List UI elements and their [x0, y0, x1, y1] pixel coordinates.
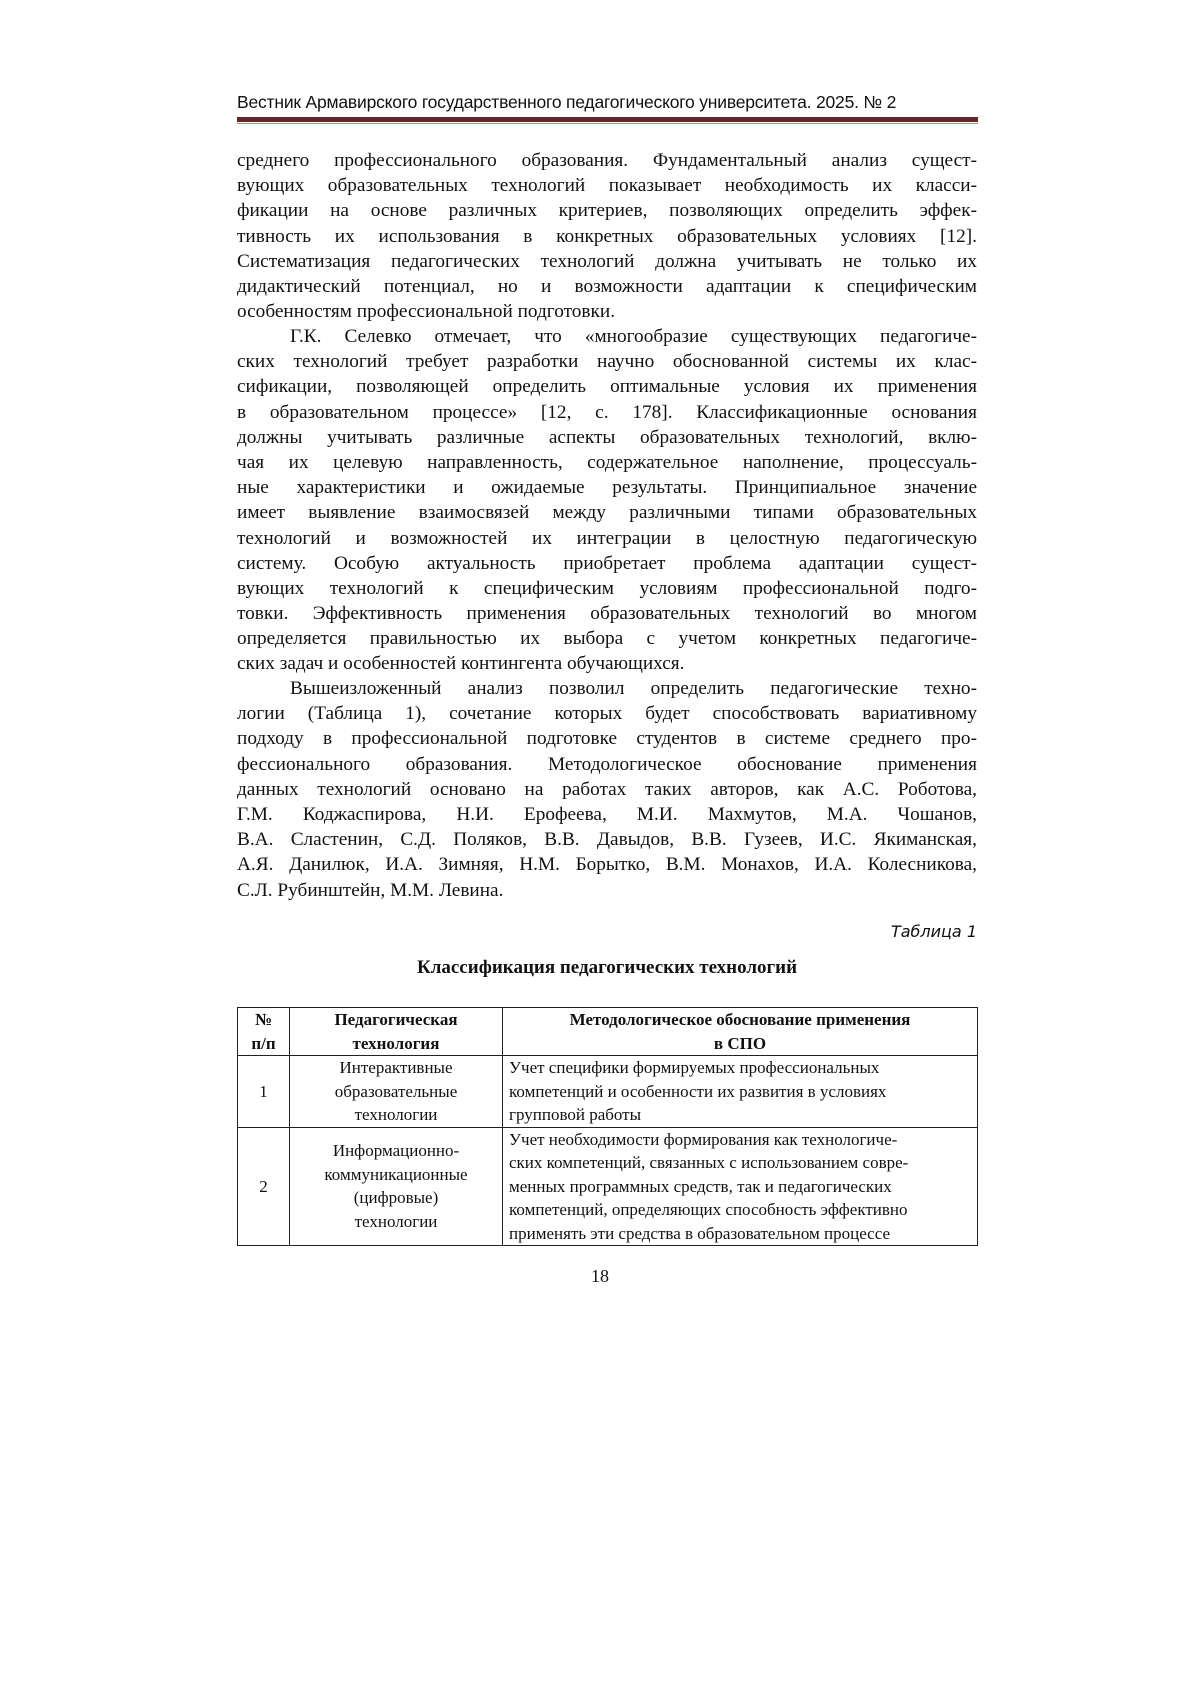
cell-line: компетенций и особенности их развития в условиях: [509, 1080, 973, 1104]
classification-table: [237, 1007, 978, 1246]
text-line: имеет выявление взаимосвязей между различными типами образовательных: [237, 500, 977, 525]
paragraph-1: [237, 148, 977, 324]
text-line: ные характеристики и ожидаемые результаты. Принципиальное значение: [237, 475, 977, 500]
header-line: Педагогическая: [294, 1008, 498, 1032]
text-line: ских технологий требует разработки научно обоснованной системы их клас-: [237, 349, 977, 374]
paragraph-3: [237, 676, 977, 903]
text-line: должны учитывать различные аспекты образовательных технологий, вклю-: [237, 425, 977, 450]
column-header: [503, 1008, 978, 1056]
cell-line: ских компетенций, связанных с использованием совре-: [509, 1151, 973, 1175]
header-line: Методологическое обоснование применения: [507, 1008, 973, 1032]
technology-cell: [290, 1056, 503, 1128]
cell-line: образовательные: [294, 1080, 498, 1104]
cell-line: компетенций, определяющих способность эффективно: [509, 1198, 973, 1222]
text-line: среднего профессионального образования. Фундаментальный анализ сущест-: [237, 148, 977, 173]
table-title: Классификация педагогических технологий: [237, 957, 977, 979]
text-line: Вышеизложенный анализ позволил определить педагогические техно-: [237, 676, 977, 701]
text-line: Систематизация педагогических технологий должна учитывать не только их: [237, 249, 977, 274]
header-rule-thin: [237, 123, 978, 124]
text-line: сификации, позволяющей определить оптимальные условия их применения: [237, 374, 977, 399]
header-line: №: [242, 1008, 285, 1032]
table-row: [238, 1127, 978, 1246]
technology-cell: [290, 1127, 503, 1246]
text-line: систему. Особую актуальность приобретает проблема адаптации сущест-: [237, 551, 977, 576]
cell-line: применять эти средства в образовательном процессе: [509, 1222, 973, 1246]
column-header: [238, 1008, 290, 1056]
cell-line: Учет специфики формируемых профессиональных: [509, 1056, 973, 1080]
text-line: технологий и возможностей их интеграции в целостную педагогическую: [237, 526, 977, 551]
running-header: Вестник Армавирского государственного педагогического университета. 2025. № 2: [237, 92, 896, 113]
text-line: чая их целевую направленность, содержательное наполнение, процессуаль-: [237, 450, 977, 475]
row-number: 1: [238, 1056, 290, 1128]
header-line: п/п: [242, 1032, 285, 1056]
text-line: ских задач и особенностей контингента обучающихся.: [237, 651, 977, 676]
text-line: товки. Эффективность применения образовательных технологий во многом: [237, 601, 977, 626]
table-header-row: [238, 1008, 978, 1056]
table-row: [238, 1056, 978, 1128]
cell-line: коммуникационные: [294, 1163, 498, 1187]
text-line: Г.М. Коджаспирова, Н.И. Ерофеева, М.И. Махмутов, М.А. Чошанов,: [237, 802, 977, 827]
cell-line: технологии: [294, 1103, 498, 1127]
text-line: С.Л. Рубинштейн, М.М. Левина.: [237, 878, 977, 903]
header-rule: [237, 117, 978, 122]
header-line: технология: [294, 1032, 498, 1056]
text-line: тивность их использования в конкретных образовательных условиях [12].: [237, 224, 977, 249]
text-line: фикации на основе различных критериев, позволяющих определить эффек-: [237, 198, 977, 223]
cell-line: менных программных средств, так и педагогических: [509, 1175, 973, 1199]
text-line: данных технологий основано на работах таких авторов, как А.С. Роботова,: [237, 777, 977, 802]
text-line: В.А. Сластенин, С.Д. Поляков, В.В. Давыдов, В.В. Гузеев, И.С. Якиманская,: [237, 827, 977, 852]
text-line: вующих образовательных технологий показывает необходимость их класси-: [237, 173, 977, 198]
cell-line: групповой работы: [509, 1103, 973, 1127]
justification-cell: [503, 1127, 978, 1246]
justification-cell: [503, 1056, 978, 1128]
row-number: 2: [238, 1127, 290, 1246]
cell-line: Информационно-: [294, 1139, 498, 1163]
paragraph-2: [237, 324, 977, 677]
cell-line: технологии: [294, 1210, 498, 1234]
text-line: дидактический потенциал, но и возможности адаптации к специфическим: [237, 274, 977, 299]
cell-line: Интерактивные: [294, 1056, 498, 1080]
header-line: в СПО: [507, 1032, 973, 1056]
cell-line: (цифровые): [294, 1186, 498, 1210]
document-page: [0, 0, 1200, 1697]
text-line: в образовательном процессе» [12, с. 178]. Классификационные основания: [237, 400, 977, 425]
text-line: Г.К. Селевко отмечает, что «многообразие существующих педагогиче-: [237, 324, 977, 349]
text-line: вующих технологий к специфическим условиям профессиональной подго-: [237, 576, 977, 601]
text-line: подходу в профессиональной подготовке студентов в системе среднего про-: [237, 726, 977, 751]
text-line: А.Я. Данилюк, И.А. Зимняя, Н.М. Борытко, В.М. Монахов, И.А. Колесникова,: [237, 852, 977, 877]
text-line: определяется правильностью их выбора с учетом конкретных педагогиче-: [237, 626, 977, 651]
cell-line: Учет необходимости формирования как технологиче-: [509, 1128, 973, 1152]
column-header: [290, 1008, 503, 1056]
text-line: особенностям профессиональной подготовки.: [237, 299, 977, 324]
page-number: 18: [0, 1266, 1200, 1287]
text-line: фессионального образования. Методологическое обоснование применения: [237, 752, 977, 777]
text-line: логии (Таблица 1), сочетание которых будет способствовать вариативному: [237, 701, 977, 726]
table-caption: Таблица 1: [891, 922, 977, 941]
